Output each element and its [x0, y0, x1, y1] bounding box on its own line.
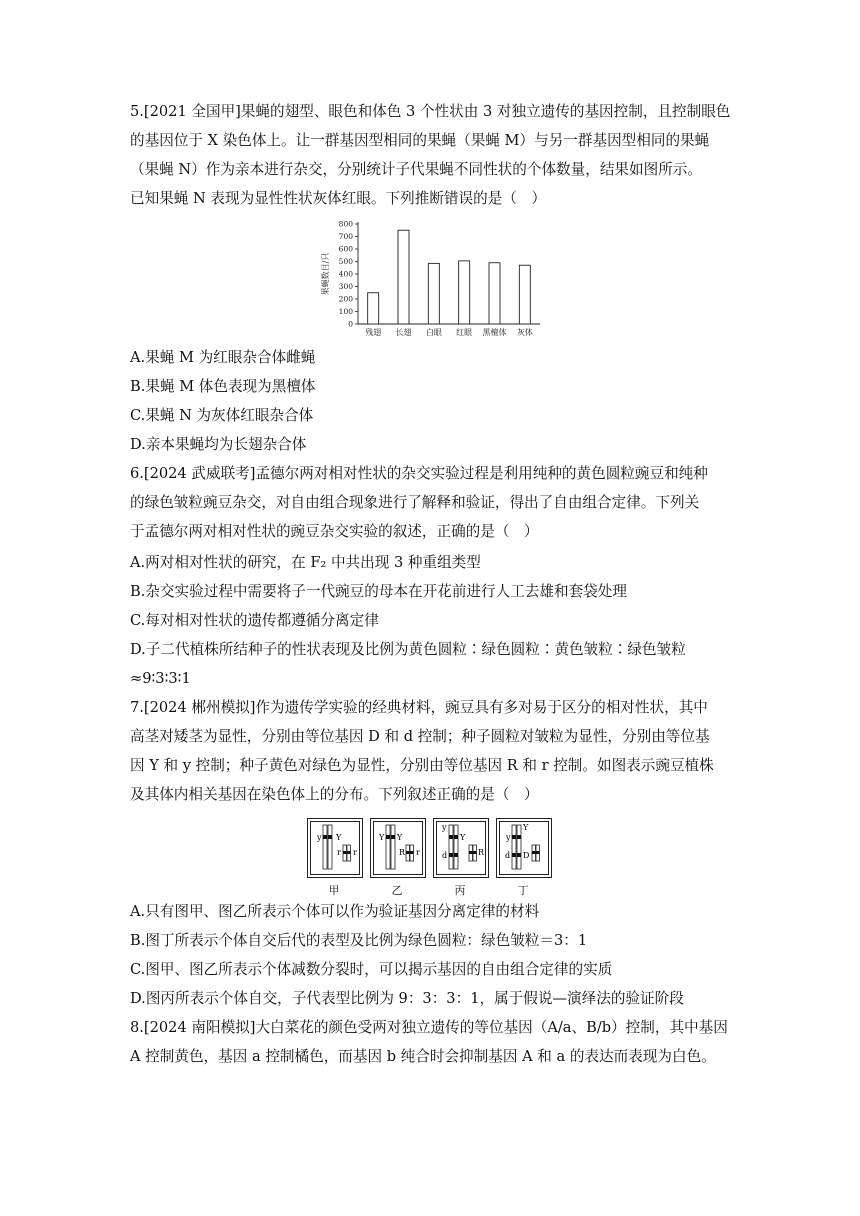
- q5-option-b: B.果蝇 M 体色表现为黑檀体: [130, 378, 316, 395]
- panel-bing: [433, 818, 489, 878]
- y-tick-label: 600: [338, 244, 353, 254]
- panel-jia: [307, 818, 363, 878]
- gene-label: Y: [379, 833, 385, 842]
- q7-text-line-1: 7.[2024 郴州模拟]作为遗传学实验的经典材料，豌豆具有多对易于区分的相对性状，其中: [130, 699, 708, 716]
- bar: [489, 263, 500, 324]
- gene-label: y: [506, 833, 511, 842]
- gene-label: R: [478, 848, 485, 857]
- x-tick-label: 灰体: [516, 328, 533, 337]
- q5-option-a: A.果蝇 M 为红眼杂合体雌蝇: [130, 349, 316, 366]
- q8-text-line-1: 8.[2024 南阳模拟]大白菜花的颜色受两对独立遗传的等位基因（A/a、B/b）控制，其中基因: [130, 1019, 728, 1036]
- gene-label: r: [416, 848, 420, 857]
- panel-label-yi: 乙: [391, 884, 403, 897]
- chromosome-figure: [305, 814, 557, 900]
- q6-option-c: C.每对相对性状的遗传都遵循分离定律: [130, 612, 379, 629]
- q7-option-c: C.图甲、图乙所表示个体减数分裂时，可以揭示基因的自由组合定律的实质: [130, 961, 613, 978]
- q7-option-b: B.图丁所表示个体自交后代的表型及比例为绿色圆粒：绿色皱粒＝3：1: [130, 932, 588, 949]
- x-tick-label: 长翅: [395, 328, 412, 337]
- panel-label-jia: 甲: [328, 884, 340, 897]
- gene-label: Y: [523, 823, 529, 832]
- gene-label: y: [442, 823, 447, 832]
- x-tick-label: 红眼: [456, 328, 473, 337]
- y-tick-label: 700: [338, 232, 353, 241]
- q6-text-line-2: 的绿色皱粒豌豆杂交，对自由组合现象进行了解释和验证，得出了自由组合定律。下列关: [130, 494, 700, 511]
- x-tick-label: 白眼: [425, 328, 442, 337]
- q6-option-a: A.两对相对性状的研究，在 F₂ 中共出现 3 种重组类型: [130, 554, 481, 571]
- bar: [368, 293, 379, 324]
- q6-option-d: D.子二代植株所结种子的性状表现及比例为黄色圆粒∶绿色圆粒∶黄色皱粒∶绿色皱粒: [130, 641, 686, 658]
- chromosome-diagram-jia: [308, 819, 362, 877]
- chromosome-diagram-bing: [434, 819, 488, 877]
- chromosome-diagram-ding: [497, 819, 551, 877]
- bar: [398, 230, 409, 324]
- q5-text-line-4: 已知果蝇 N 表现为显性性状灰体红眼。下列推断错误的是（ ）: [130, 190, 547, 207]
- q7-text-line-2: 高茎对矮茎为显性，分别由等位基因 D 和 d 控制；种子圆粒对皱粒为显性，分别由等位基: [130, 728, 710, 745]
- gene-label: Y: [397, 833, 403, 842]
- gene-label: y: [317, 833, 322, 842]
- q6-option-d-continued: ≈9∶3∶3∶1: [130, 670, 191, 687]
- gene-label: r: [353, 848, 357, 857]
- q6-option-b: B.杂交实验过程中需要将子一代豌豆的母本在开花前进行人工去雄和套袋处理: [130, 583, 627, 600]
- y-tick-label: 200: [338, 294, 353, 304]
- bar: [459, 261, 470, 324]
- y-tick-label: 300: [338, 282, 353, 291]
- gene-label: d: [442, 851, 448, 860]
- panel-yi: [370, 818, 426, 878]
- bar: [519, 265, 530, 324]
- q7-option-a: A.只有图甲、图乙所表示个体可以作为验证基因分离定律的材料: [130, 903, 540, 920]
- panel-label-ding: 丁: [517, 884, 529, 897]
- q6-text-line-3: 于孟德尔两对相对性状的豌豆杂交实验的叙述，正确的是（ ）: [130, 523, 539, 540]
- q5-text-line-3: （果蝇 N）作为亲本进行杂交，分别统计子代果蝇不同性状的个体数量，结果如图所示。: [130, 161, 702, 178]
- chromosome-diagram-yi: [371, 819, 425, 877]
- gene-label: D: [523, 851, 530, 860]
- gene-label: Y: [336, 833, 342, 842]
- y-tick-label: 100: [338, 307, 353, 316]
- x-tick-label: 残翅: [365, 328, 382, 337]
- y-tick-label: 500: [338, 257, 353, 266]
- fruit-fly-bar-chart: [310, 214, 550, 344]
- gene-label: r: [337, 848, 341, 857]
- y-tick-label: 0: [348, 319, 353, 329]
- gene-label: Y: [460, 833, 466, 842]
- q7-text-line-3: 因 Y 和 y 控制；种子黄色对绿色为显性，分别由等位基因 R 和 r 控制。如图表示豌豆植株: [130, 757, 714, 774]
- q5-option-c: C.果蝇 N 为灰体红眼杂合体: [130, 407, 314, 424]
- panel-ding: [496, 818, 552, 878]
- y-tick-label: 400: [338, 269, 353, 279]
- bar: [428, 263, 439, 324]
- q5-option-d: D.亲本果蝇均为长翅杂合体: [130, 436, 307, 453]
- q8-text-line-2: A 控制黄色，基因 a 控制橘色，而基因 b 纯合时会抑制基因 A 和 a 的表达而表现为白色。: [130, 1048, 716, 1065]
- gene-label: R: [399, 848, 406, 857]
- y-tick-label: 800: [338, 219, 353, 229]
- q7-option-d: D.图丙所表示个体自交，子代表型比例为 9：3：3：1，属于假说—演绎法的验证阶段: [130, 990, 684, 1007]
- q5-text-line-2: 的基因位于 X 染色体上。让一群基因型相同的果蝇（果蝇 M）与另一群基因型相同的果蝇: [130, 132, 710, 149]
- x-tick-label: 黑檀体: [482, 328, 507, 337]
- q6-text-line-1: 6.[2024 武威联考]孟德尔两对相对性状的杂交实验过程是利用纯种的黄色圆粒豌豆和纯种: [130, 465, 708, 482]
- panel-label-bing: 丙: [454, 884, 466, 897]
- gene-label: d: [505, 851, 511, 860]
- q5-text-line-1: 5.[2021 全国甲]果蝇的翅型、眼色和体色 3 个性状由 3 对独立遗传的基因控制，且控制眼色: [130, 103, 731, 120]
- q7-text-line-4: 及其体内相关基因在染色体上的分布。下列叙述正确的是（ ）: [130, 786, 539, 803]
- y-axis-label: 果蝇数目/只: [321, 252, 330, 296]
